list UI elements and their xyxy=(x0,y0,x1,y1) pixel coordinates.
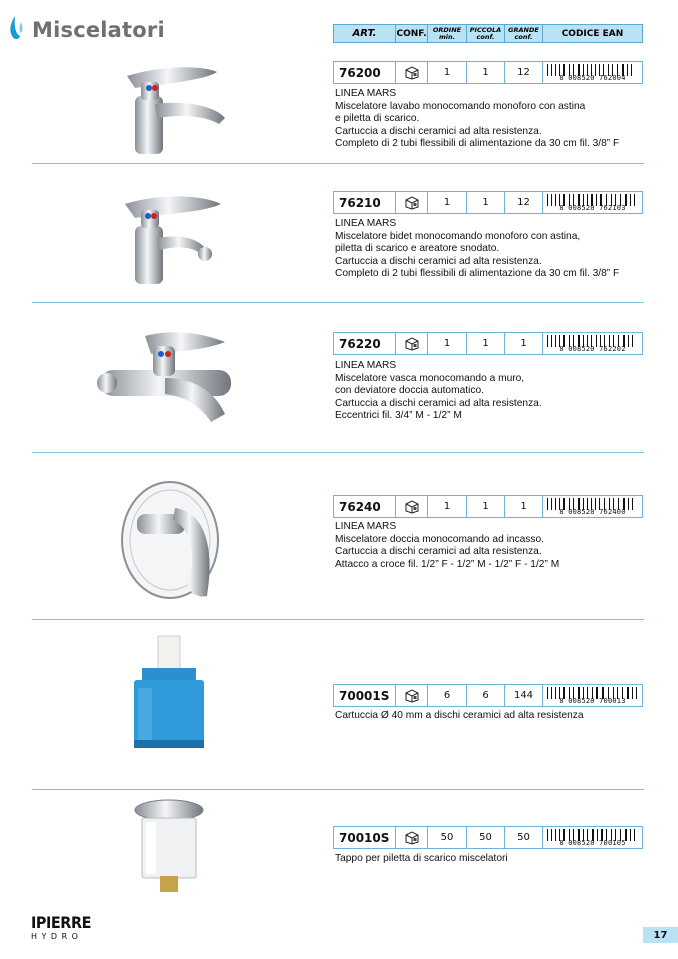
ordine-min: 1 xyxy=(427,332,467,355)
product-row xyxy=(333,495,643,518)
header-piccola: PICCOLA conf. xyxy=(466,24,505,43)
ean-cell xyxy=(542,826,643,849)
description-line: Miscelatore lavabo monocomando monoforo con astina xyxy=(335,100,586,112)
product-row xyxy=(333,826,643,849)
product-row xyxy=(333,332,643,355)
description-line: Cartuccia a dischi ceramici ad alta resistenza. xyxy=(335,397,542,409)
description-line: Eccentrici fil. 3/4” M - 1/2” M xyxy=(335,410,462,421)
concealed-shower-mixer-icon xyxy=(115,478,230,608)
product-description xyxy=(335,88,619,151)
description-line: Attacco a croce fil. 1/2” F - 1/2” M - 1/2” F - 1/2” M xyxy=(335,558,560,570)
grande-conf: 12 xyxy=(504,61,543,84)
header-grande: GRANDE conf. xyxy=(504,24,543,43)
bath-mixer-icon xyxy=(95,318,245,433)
description-line: Miscelatore bidet monocomando monoforo con astina, xyxy=(335,230,581,242)
ordine-min: 1 xyxy=(427,191,467,214)
package-cell xyxy=(395,826,428,849)
grande-conf: 1 xyxy=(504,332,543,355)
description-line: Completo di 2 tubi flessibili di alimentazione da 30 cm fil. 3/8” F xyxy=(335,268,620,279)
description-line: Cartuccia Ø 40 mm a dischi ceramici ad alta resistenza xyxy=(335,710,584,721)
description-line: e piletta di scarico. xyxy=(335,113,420,124)
product-row xyxy=(333,61,643,84)
ordine-min: 1 xyxy=(427,495,467,518)
ean-cell xyxy=(542,191,643,214)
header-art: ART. xyxy=(333,24,396,43)
product-description xyxy=(335,521,559,571)
ean-code: 8 008520 762004 xyxy=(559,73,626,82)
header-ordine: ORDINE min. xyxy=(427,24,467,43)
grande-conf: 50 xyxy=(504,826,543,849)
product-code: 76200 xyxy=(333,61,396,84)
ordine-min: 50 xyxy=(427,826,467,849)
ean-cell xyxy=(542,61,643,84)
table-header xyxy=(333,24,643,43)
package-cell xyxy=(395,684,428,707)
box-icon xyxy=(404,66,420,80)
piccola-conf: 50 xyxy=(466,826,505,849)
piccola-conf: 1 xyxy=(466,495,505,518)
package-cell xyxy=(395,332,428,355)
ean-cell xyxy=(542,495,643,518)
drain-plug-icon xyxy=(132,798,207,898)
ean-code: 8 008520 762202 xyxy=(559,344,626,353)
description-line: con deviatore doccia automatico. xyxy=(335,385,484,396)
header-ean: CODICE EAN xyxy=(542,24,643,43)
ordine-min: 6 xyxy=(427,684,467,707)
separator xyxy=(32,163,644,164)
grande-conf: 1 xyxy=(504,495,543,518)
basin-mixer-icon xyxy=(105,58,245,158)
description-line: Cartuccia a dischi ceramici ad alta resistenza. xyxy=(335,255,542,267)
grande-conf: 12 xyxy=(504,191,543,214)
box-icon xyxy=(404,337,420,351)
product-description xyxy=(335,710,584,723)
package-cell xyxy=(395,495,428,518)
piccola-conf: 1 xyxy=(466,191,505,214)
box-icon xyxy=(404,831,420,845)
ean-cell xyxy=(542,684,643,707)
product-code: 76220 xyxy=(333,332,396,355)
package-cell xyxy=(395,191,428,214)
separator xyxy=(32,452,644,453)
ean-code: 8 008520 700105 xyxy=(559,838,626,847)
product-row xyxy=(333,684,643,707)
product-description xyxy=(335,218,619,281)
ordine-min: 1 xyxy=(427,61,467,84)
product-code: 70010S xyxy=(333,826,396,849)
ean-code: 8 008520 762400 xyxy=(559,507,626,516)
description-line: LINEA MARS xyxy=(335,360,397,371)
page-title: Miscelatori xyxy=(32,18,165,42)
description-line: Tappo per piletta di scarico miscelatori xyxy=(335,853,508,864)
separator xyxy=(32,302,644,303)
product-code: 76210 xyxy=(333,191,396,214)
package-cell xyxy=(395,61,428,84)
box-icon xyxy=(404,689,420,703)
ean-code: 8 008520 700013 xyxy=(559,696,626,705)
product-code: 76240 xyxy=(333,495,396,518)
piccola-conf: 6 xyxy=(466,684,505,707)
brand-logo: IPIERRE HYDRO xyxy=(31,913,91,941)
description-line: Miscelatore vasca monocomando a muro, xyxy=(335,372,525,384)
ean-code: 8 008520 762103 xyxy=(559,203,626,212)
product-description xyxy=(335,360,542,423)
separator xyxy=(32,619,644,620)
page-number: 17 xyxy=(643,927,678,943)
ean-cell xyxy=(542,332,643,355)
description-line: piletta di scarico e areatore snodato. xyxy=(335,243,500,254)
description-line: Completo di 2 tubi flessibili di alimentazione da 30 cm fil. 3/8” F xyxy=(335,138,620,149)
header-conf: CONF. xyxy=(395,24,428,43)
description-line: LINEA MARS xyxy=(335,88,397,99)
description-line: Cartuccia a dischi ceramici ad alta resistenza. xyxy=(335,546,542,557)
description-line: Miscelatore doccia monocomando ad incasso. xyxy=(335,533,544,545)
product-description xyxy=(335,853,508,866)
description-line: LINEA MARS xyxy=(335,218,397,229)
product-row xyxy=(333,191,643,214)
bidet-mixer-icon xyxy=(105,188,245,288)
box-icon xyxy=(404,500,420,514)
separator xyxy=(32,789,644,790)
box-icon xyxy=(404,196,420,210)
ceramic-cartridge-icon xyxy=(120,632,215,757)
piccola-conf: 1 xyxy=(466,332,505,355)
product-code: 70001S xyxy=(333,684,396,707)
description-line: Cartuccia a dischi ceramici ad alta resistenza. xyxy=(335,125,542,137)
piccola-conf: 1 xyxy=(466,61,505,84)
water-drop-icon xyxy=(9,14,25,42)
description-line: LINEA MARS xyxy=(335,521,397,532)
grande-conf: 144 xyxy=(504,684,543,707)
